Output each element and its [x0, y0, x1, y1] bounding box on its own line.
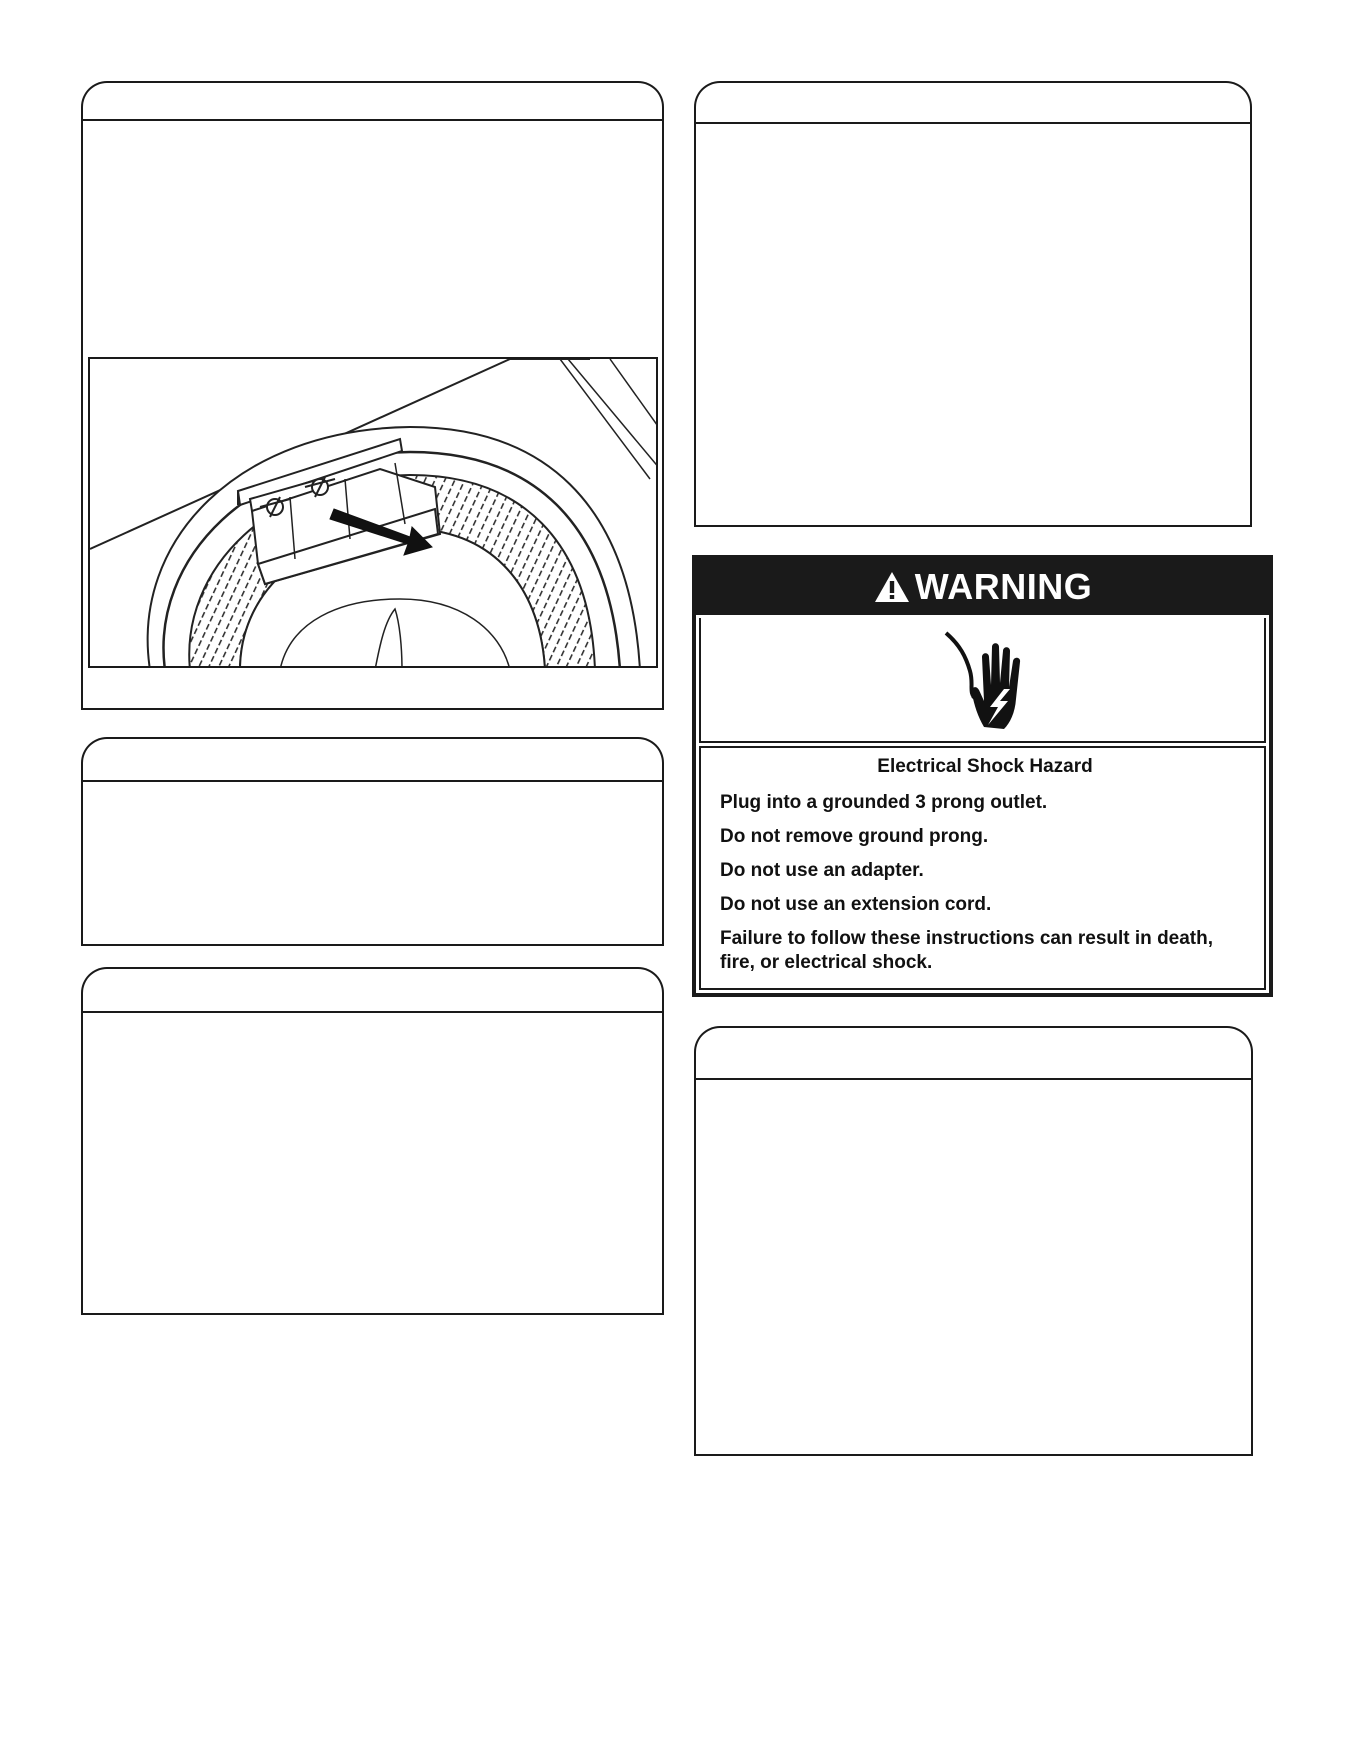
panel-3-tab — [81, 967, 664, 1013]
warning-box — [692, 555, 1273, 997]
hazard-line-2: Do not remove ground prong. — [720, 826, 989, 847]
warning-body — [699, 746, 1266, 990]
hazard-line-4: Do not use an extension cord. — [720, 894, 992, 915]
panel-5-tab — [694, 1026, 1253, 1083]
warning-label: WARNING — [914, 566, 1093, 607]
hazard-line-5: Failure to follow these instructions can result in death, fire, or electrical shock. — [720, 928, 1214, 973]
panel-3 — [81, 1011, 664, 1315]
dispenser-drawer-figure — [88, 357, 658, 668]
hazard-title: Electrical Shock Hazard — [877, 756, 1093, 777]
panel-4 — [694, 122, 1252, 527]
warning-header — [696, 559, 1269, 615]
hazard-line-3: Do not use an adapter. — [720, 860, 924, 881]
exclamation-triangle-icon — [873, 570, 911, 604]
panel-2-tab — [81, 737, 664, 782]
panel-5 — [694, 1078, 1253, 1456]
panel-2 — [81, 780, 664, 946]
panel-4-tab — [694, 81, 1252, 124]
warning-symbol-area — [699, 618, 1266, 743]
hazard-line-1: Plug into a grounded 3 prong outlet. — [720, 792, 1048, 813]
electrical-shock-hand-icon — [938, 627, 1028, 732]
panel-1-tab — [81, 81, 664, 121]
dispenser-drawer-removal-illustration-icon — [90, 359, 658, 668]
